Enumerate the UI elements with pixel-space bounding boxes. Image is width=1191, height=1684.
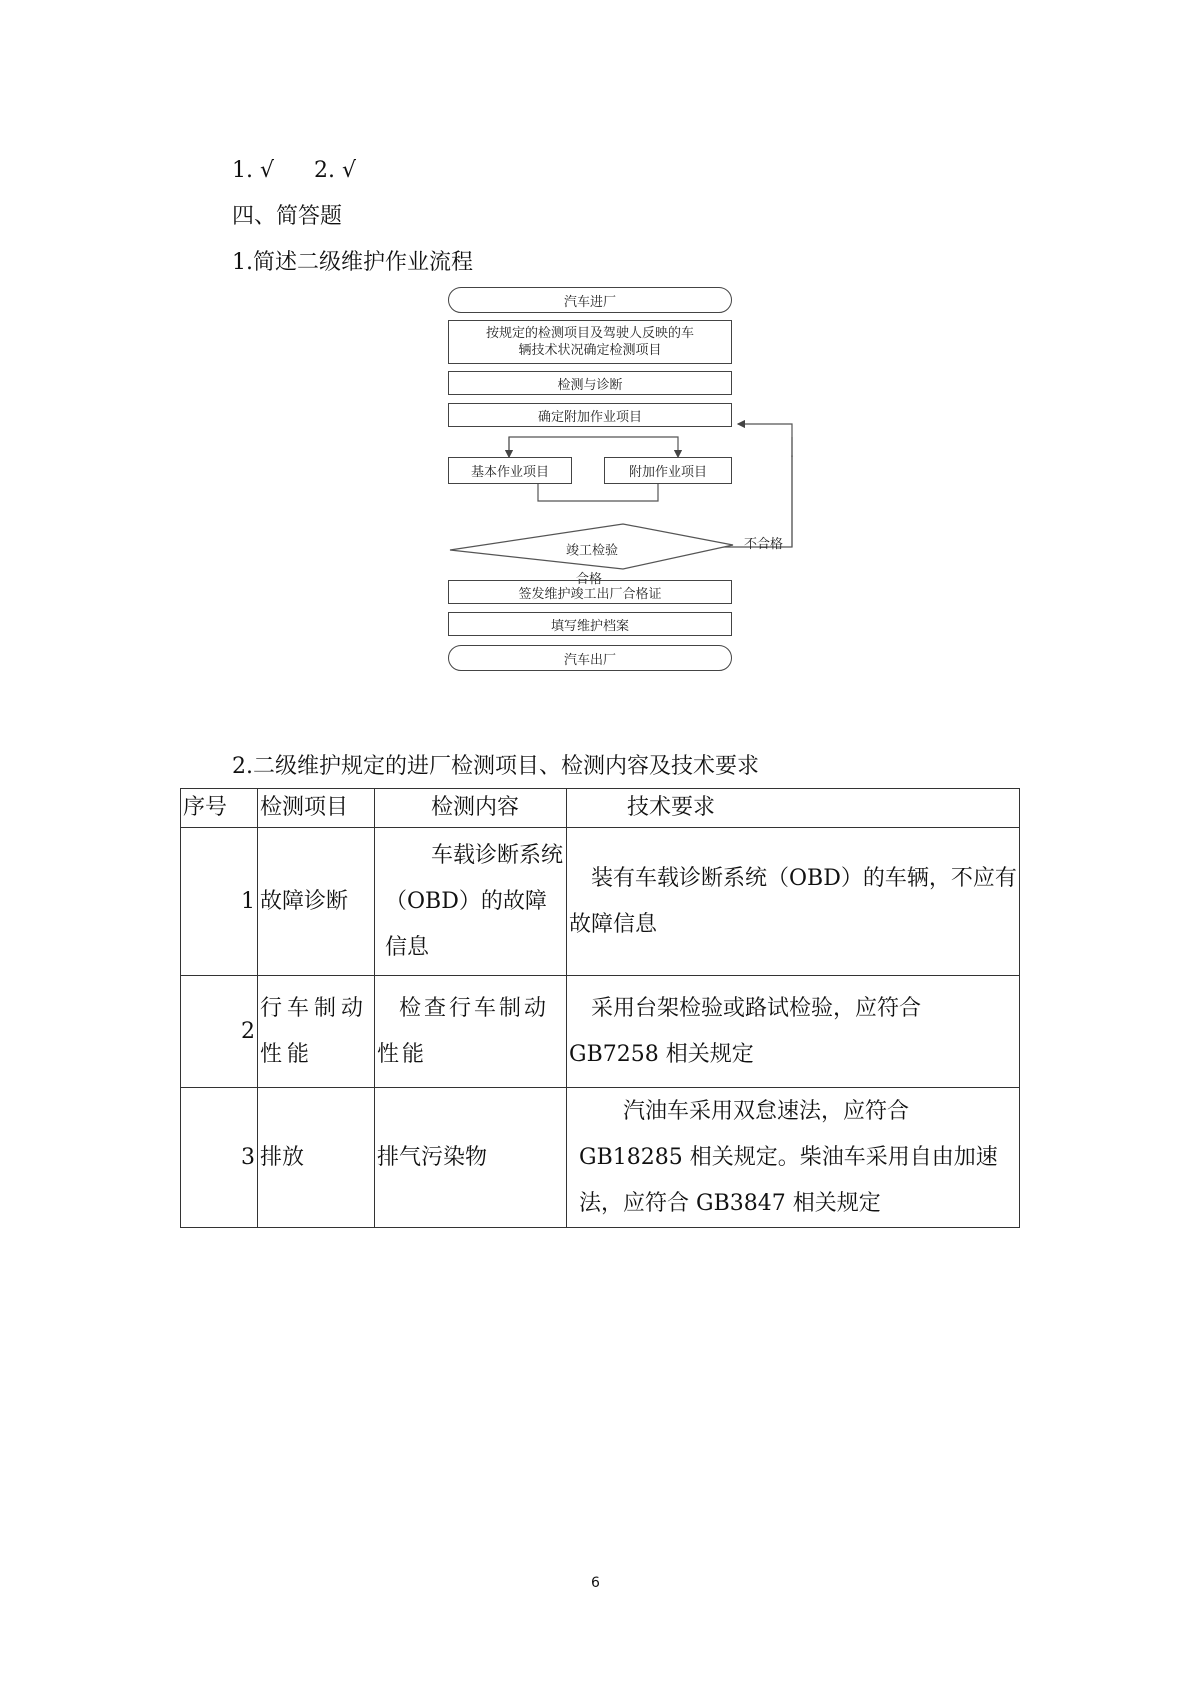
table-row: [181, 976, 1020, 1088]
row-requirement: 采用台架检验或路试检验，应符合 GB7258 相关规定: [567, 976, 1020, 1088]
row-content: 车载诊断系统（OBD）的故障信息: [375, 828, 567, 976]
section-title: 四、简答题: [232, 204, 343, 229]
merge-connector: [538, 484, 658, 501]
basic-work-box: 基本作业项目: [448, 457, 572, 484]
determine-items-box: [448, 320, 732, 364]
row-content: 排气污染物: [375, 1088, 567, 1228]
table-row: [181, 828, 1020, 976]
table-row: [181, 1088, 1020, 1228]
additional-work-box: 附加作业项目: [604, 457, 732, 484]
row-content: 检查行车制动性能: [375, 976, 567, 1088]
determine-items-line1: 按规定的检测项目及驾驶人反映的车: [485, 326, 694, 341]
row-number: 1: [181, 828, 258, 976]
pass-label: 合格: [576, 572, 603, 587]
header-content: 检测内容: [375, 789, 567, 828]
row-item: 故障诊断: [258, 828, 375, 976]
table-header-row: [181, 789, 1020, 828]
row-number: 2: [181, 976, 258, 1088]
header-item: 检测项目: [258, 789, 375, 828]
header-number: 序号: [181, 789, 258, 828]
question-2-title: 2.二级维护规定的进厂检测项目、检测内容及技术要求: [232, 754, 759, 779]
row-requirement: 汽油车采用双怠速法，应符合 GB18285 相关规定。柴油车采用自由加速法，应符合 GB3847 相关规定: [567, 1088, 1020, 1228]
rework-to-split: [738, 424, 792, 457]
split-connector: [509, 437, 678, 457]
row-item: 行车制动性能: [258, 976, 375, 1088]
row-requirement: 装有车载诊断系统（OBD）的车辆，不应有故障信息: [567, 828, 1020, 976]
additional-items-box: 确定附加作业项目: [448, 403, 732, 427]
row-number: 3: [181, 1088, 258, 1228]
page-number: 6: [591, 1575, 600, 1591]
archive-box: 填写维护档案: [448, 612, 732, 636]
question-1-title: 1.简述二级维护作业流程: [232, 250, 473, 275]
certificate-box: 签发维护竣工出厂合格证: [448, 580, 732, 604]
maintenance-flowchart: [448, 287, 798, 687]
header-requirement: 技术要求: [567, 789, 1020, 828]
fail-label: 不合格: [744, 537, 784, 552]
car-in-terminal: 汽车进厂: [448, 287, 732, 313]
inspection-spec-table: [180, 788, 1020, 1228]
car-out-terminal: 汽车出厂: [448, 645, 732, 671]
final-check-label: 竣工检验: [566, 543, 619, 559]
answer-1: 1. √: [232, 158, 275, 183]
determine-items-line2: 辆技术状况确定检测项目: [518, 343, 662, 358]
inspect-box: 检测与诊断: [448, 371, 732, 395]
row-item: 排放: [258, 1088, 375, 1228]
answer-2: 2. √: [314, 158, 357, 183]
